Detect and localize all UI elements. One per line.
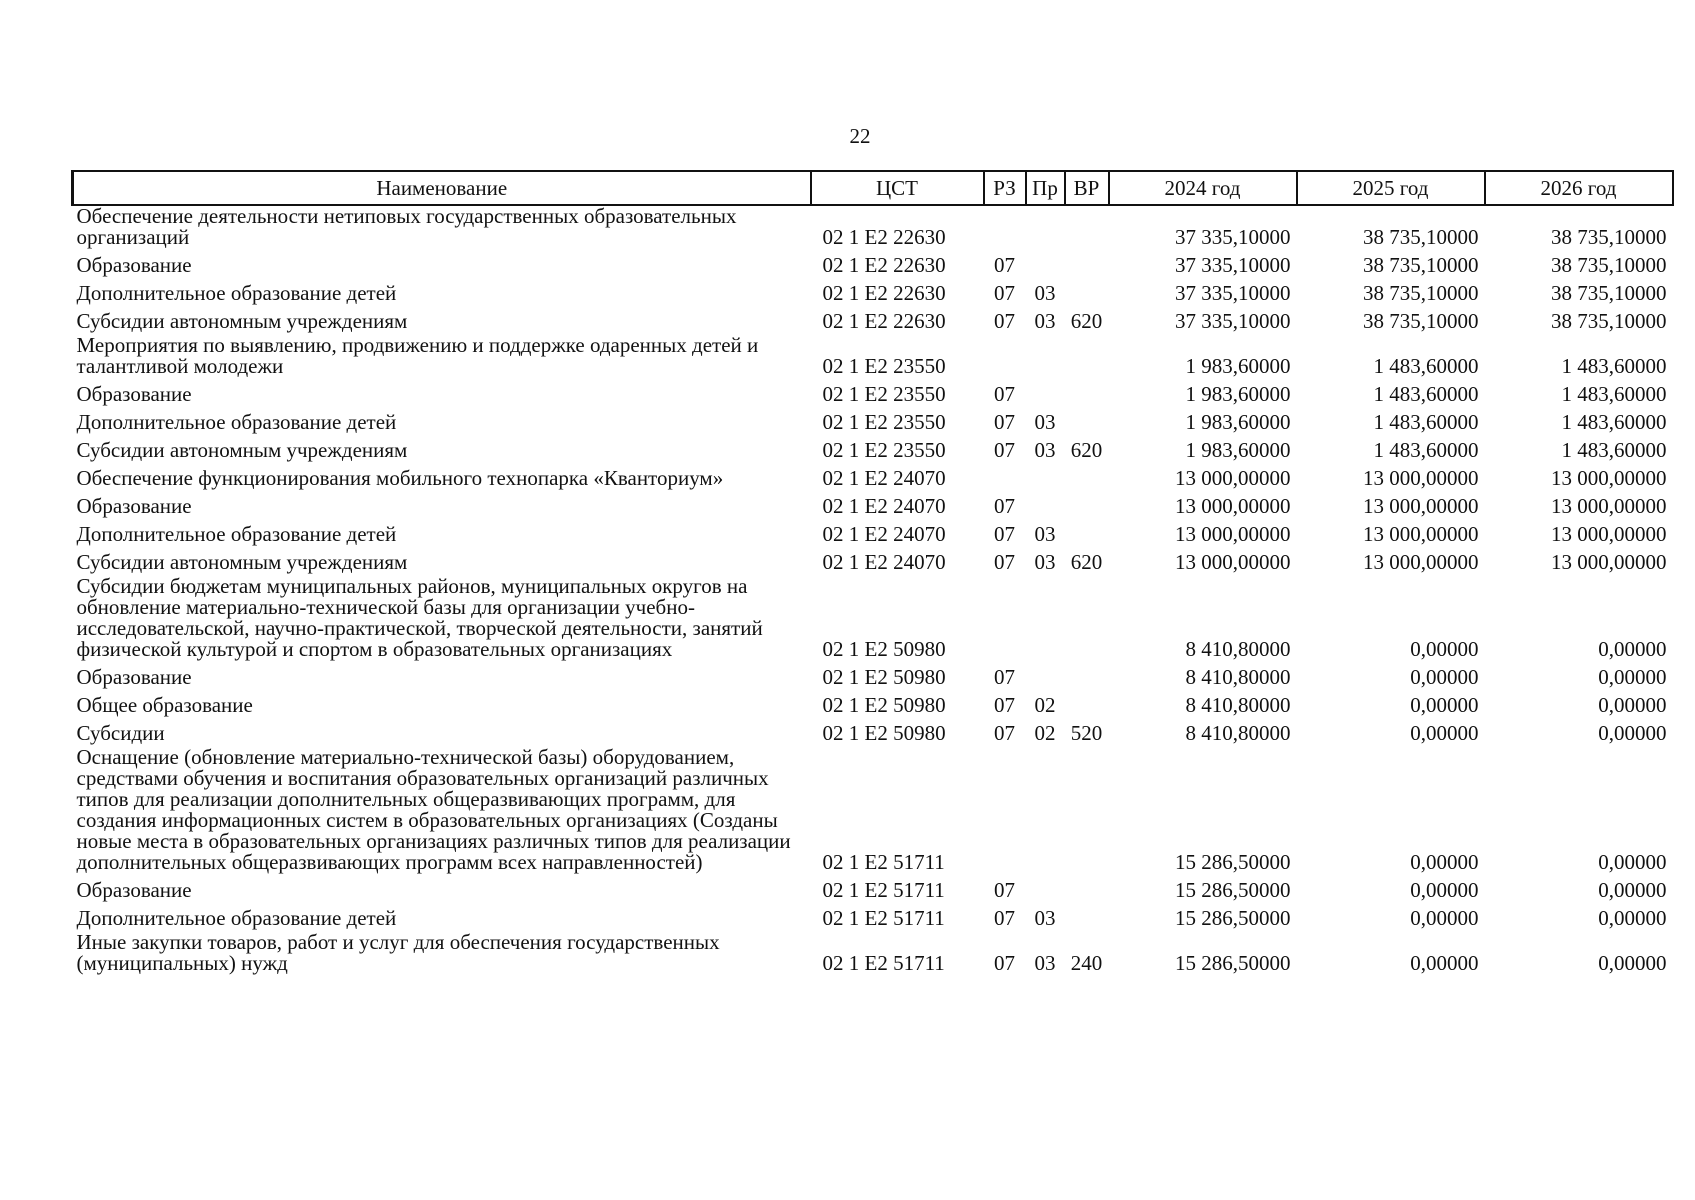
row-rz: 07 (994, 281, 1015, 305)
row-2026: 38 735,10000 (1551, 309, 1667, 333)
row-name: Образование (76, 494, 192, 518)
row-vr (1065, 205, 1109, 251)
row-vr: 520 (1070, 721, 1103, 745)
header-vr: ВР (1065, 171, 1109, 205)
row-vr (1065, 876, 1109, 904)
row-cst: 02 1 E2 24070 (822, 494, 946, 518)
row-pr (1026, 576, 1065, 663)
row-rz: 07 (994, 522, 1015, 546)
row-rz: 07 (994, 906, 1015, 930)
row-name: Субсидии бюджетам муниципальных районов, муниципальных округов на обновление материально-технической базы для организации учебно-исследовательской, научно-практической, творческой деятельности, занятий физической культурой и спортом в образовательных организациях (76, 574, 763, 661)
table-row (73, 719, 1673, 747)
row-2026: 1 483,60000 (1561, 410, 1667, 434)
row-vr (1065, 663, 1109, 691)
row-2025: 0,00000 (1410, 951, 1479, 975)
row-2026: 0,00000 (1598, 721, 1667, 745)
row-vr (1065, 279, 1109, 307)
row-pr (1026, 251, 1065, 279)
row-cst: 02 1 E2 24070 (822, 522, 946, 546)
row-2026: 0,00000 (1598, 906, 1667, 930)
row-cst: 02 1 E2 51711 (822, 850, 945, 874)
row-2026: 1 483,60000 (1561, 438, 1667, 462)
row-2026: 0,00000 (1598, 951, 1667, 975)
header-2024: 2024 год (1109, 171, 1297, 205)
header-name: Наименование (73, 171, 811, 205)
header-pr: Пр (1026, 171, 1065, 205)
row-2025: 13 000,00000 (1363, 494, 1479, 518)
row-2025: 0,00000 (1410, 637, 1479, 661)
table-row (73, 380, 1673, 408)
row-2024: 1 983,60000 (1185, 354, 1291, 378)
row-2025: 0,00000 (1410, 906, 1479, 930)
table-row (73, 520, 1673, 548)
row-rz (984, 576, 1026, 663)
row-pr: 03 (1034, 550, 1056, 574)
row-cst: 02 1 E2 50980 (822, 665, 946, 689)
row-pr (1026, 205, 1065, 251)
row-pr: 02 (1034, 693, 1056, 717)
row-name: Дополнительное образование детей (76, 522, 397, 546)
row-vr (1065, 408, 1109, 436)
row-rz: 07 (994, 878, 1015, 902)
row-vr (1065, 464, 1109, 492)
row-2025: 0,00000 (1410, 878, 1479, 902)
table-row (73, 205, 1673, 251)
row-rz: 07 (994, 951, 1015, 975)
row-rz: 07 (994, 253, 1015, 277)
row-name: Оснащение (обновление материально-технической базы) оборудованием, средствами обучения и воспитания образовательных организаций различных типов для реализации дополнительных общеразвивающих программ, для создания информационных систем в образовательных организациях (Созданы новые места в образовательных организациях различных типов для реализации дополнительных общеразвивающих программ всех направленностей) (76, 745, 791, 874)
table-body (73, 205, 1673, 977)
header-2025: 2025 год (1297, 171, 1485, 205)
row-2024: 15 286,50000 (1175, 850, 1291, 874)
row-cst: 02 1 E2 50980 (822, 721, 946, 745)
row-cst: 02 1 E2 24070 (822, 466, 946, 490)
row-2026: 0,00000 (1598, 665, 1667, 689)
row-2024: 13 000,00000 (1175, 466, 1291, 490)
table-row (73, 876, 1673, 904)
row-2026: 1 483,60000 (1561, 382, 1667, 406)
row-2024: 8 410,80000 (1185, 637, 1291, 661)
table-row (73, 904, 1673, 932)
table-row (73, 492, 1673, 520)
row-rz (984, 205, 1026, 251)
table-header (73, 171, 1673, 205)
row-pr (1026, 747, 1065, 876)
row-2024: 13 000,00000 (1175, 550, 1291, 574)
row-pr: 03 (1034, 309, 1056, 333)
page-number: 22 (849, 124, 871, 148)
row-2025: 38 735,10000 (1363, 309, 1479, 333)
row-cst: 02 1 E2 23550 (822, 438, 946, 462)
header-2026: 2026 год (1485, 171, 1673, 205)
row-cst: 02 1 E2 51711 (822, 906, 945, 930)
row-2026: 38 735,10000 (1551, 225, 1667, 249)
table-row (73, 576, 1673, 663)
row-rz (984, 747, 1026, 876)
row-name: Обеспечение деятельности нетиповых государственных образовательных организаций (76, 204, 737, 249)
row-2024: 8 410,80000 (1185, 721, 1291, 745)
row-name: Обеспечение функционирования мобильного технопарка «Кванториум» (76, 466, 724, 490)
row-2026: 38 735,10000 (1551, 281, 1667, 305)
row-vr: 620 (1070, 438, 1103, 462)
table-row (73, 279, 1673, 307)
table-row (73, 548, 1673, 576)
row-2024: 13 000,00000 (1175, 494, 1291, 518)
row-rz: 07 (994, 494, 1015, 518)
row-2024: 15 286,50000 (1175, 951, 1291, 975)
row-pr: 03 (1034, 438, 1056, 462)
row-2026: 0,00000 (1598, 693, 1667, 717)
row-pr: 03 (1034, 522, 1056, 546)
row-name: Дополнительное образование детей (76, 410, 397, 434)
row-name: Образование (76, 878, 192, 902)
row-2024: 15 286,50000 (1175, 878, 1291, 902)
row-name: Образование (76, 253, 192, 277)
row-2025: 1 483,60000 (1373, 410, 1479, 434)
row-cst: 02 1 E2 22630 (822, 309, 946, 333)
row-2026: 38 735,10000 (1551, 253, 1667, 277)
row-name: Субсидии (76, 721, 165, 745)
row-pr: 03 (1034, 281, 1056, 305)
row-pr (1026, 335, 1065, 380)
row-vr (1065, 492, 1109, 520)
row-2026: 13 000,00000 (1551, 466, 1667, 490)
row-2025: 0,00000 (1410, 721, 1479, 745)
row-rz: 07 (994, 693, 1015, 717)
row-2025: 1 483,60000 (1373, 382, 1479, 406)
row-2024: 1 983,60000 (1185, 382, 1291, 406)
row-2026: 0,00000 (1598, 850, 1667, 874)
row-pr (1026, 876, 1065, 904)
row-2024: 37 335,10000 (1175, 225, 1291, 249)
row-name: Мероприятия по выявлению, продвижению и поддержке одаренных детей и талантливой молодежи (76, 333, 759, 378)
row-2025: 38 735,10000 (1363, 253, 1479, 277)
row-2026: 13 000,00000 (1551, 522, 1667, 546)
row-pr: 03 (1034, 951, 1056, 975)
row-name: Иные закупки товаров, работ и услуг для обеспечения государственных (муниципальных) нужд (76, 930, 720, 975)
table-row (73, 747, 1673, 876)
row-pr (1026, 464, 1065, 492)
row-2025: 13 000,00000 (1363, 466, 1479, 490)
row-vr (1065, 904, 1109, 932)
header-rz: РЗ (984, 171, 1026, 205)
row-2024: 13 000,00000 (1175, 522, 1291, 546)
row-name: Субсидии автономным учреждениям (76, 309, 408, 333)
row-2026: 1 483,60000 (1561, 354, 1667, 378)
row-2024: 8 410,80000 (1185, 665, 1291, 689)
table-row (73, 408, 1673, 436)
row-vr (1065, 691, 1109, 719)
row-cst: 02 1 E2 50980 (822, 693, 946, 717)
row-rz: 07 (994, 309, 1015, 333)
row-pr (1026, 663, 1065, 691)
row-2025: 0,00000 (1410, 850, 1479, 874)
row-pr (1026, 380, 1065, 408)
row-2025: 1 483,60000 (1373, 438, 1479, 462)
row-pr: 03 (1034, 906, 1056, 930)
row-2024: 37 335,10000 (1175, 253, 1291, 277)
row-name: Субсидии автономным учреждениям (76, 550, 408, 574)
header-cst: ЦСТ (811, 171, 984, 205)
row-cst: 02 1 E2 23550 (822, 382, 946, 406)
row-2025: 1 483,60000 (1373, 354, 1479, 378)
row-2024: 15 286,50000 (1175, 906, 1291, 930)
row-2024: 37 335,10000 (1175, 309, 1291, 333)
table-row (73, 436, 1673, 464)
row-cst: 02 1 E2 51711 (822, 878, 945, 902)
row-vr (1065, 380, 1109, 408)
row-cst: 02 1 E2 24070 (822, 550, 946, 574)
row-cst: 02 1 E2 50980 (822, 637, 946, 661)
row-2024: 1 983,60000 (1185, 410, 1291, 434)
row-rz: 07 (994, 382, 1015, 406)
row-2025: 13 000,00000 (1363, 550, 1479, 574)
row-rz (984, 464, 1026, 492)
table-row (73, 932, 1673, 977)
row-name: Общее образование (76, 693, 253, 717)
table-row (73, 691, 1673, 719)
table-row (73, 307, 1673, 335)
row-rz: 07 (994, 410, 1015, 434)
row-rz: 07 (994, 550, 1015, 574)
row-cst: 02 1 E2 22630 (822, 281, 946, 305)
row-cst: 02 1 E2 23550 (822, 354, 946, 378)
row-name: Дополнительное образование детей (76, 906, 397, 930)
row-2025: 0,00000 (1410, 665, 1479, 689)
row-2026: 13 000,00000 (1551, 494, 1667, 518)
row-name: Субсидии автономным учреждениям (76, 438, 408, 462)
row-2024: 8 410,80000 (1185, 693, 1291, 717)
row-vr (1065, 335, 1109, 380)
table-row (73, 251, 1673, 279)
row-2025: 13 000,00000 (1363, 522, 1479, 546)
row-rz: 07 (994, 438, 1015, 462)
row-vr (1065, 576, 1109, 663)
row-2026: 0,00000 (1598, 637, 1667, 661)
row-vr: 620 (1070, 309, 1103, 333)
row-name: Образование (76, 665, 192, 689)
table-row (73, 464, 1673, 492)
row-vr (1065, 520, 1109, 548)
row-rz (984, 335, 1026, 380)
budget-table (71, 170, 1674, 977)
row-vr: 240 (1070, 951, 1103, 975)
row-cst: 02 1 E2 23550 (822, 410, 946, 434)
row-name: Образование (76, 382, 192, 406)
row-rz: 07 (994, 665, 1015, 689)
row-2024: 1 983,60000 (1185, 438, 1291, 462)
row-cst: 02 1 E2 22630 (822, 225, 946, 249)
table-row (73, 663, 1673, 691)
row-2025: 38 735,10000 (1363, 225, 1479, 249)
row-rz: 07 (994, 721, 1015, 745)
row-vr (1065, 251, 1109, 279)
row-vr (1065, 747, 1109, 876)
row-pr (1026, 492, 1065, 520)
row-vr: 620 (1070, 550, 1103, 574)
table-row (73, 335, 1673, 380)
row-pr: 03 (1034, 410, 1056, 434)
row-2026: 13 000,00000 (1551, 550, 1667, 574)
row-pr: 02 (1034, 721, 1056, 745)
row-cst: 02 1 E2 22630 (822, 253, 946, 277)
row-2026: 0,00000 (1598, 878, 1667, 902)
row-2024: 37 335,10000 (1175, 281, 1291, 305)
row-cst: 02 1 E2 51711 (822, 951, 945, 975)
row-2025: 0,00000 (1410, 693, 1479, 717)
row-name: Дополнительное образование детей (76, 281, 397, 305)
row-2025: 38 735,10000 (1363, 281, 1479, 305)
